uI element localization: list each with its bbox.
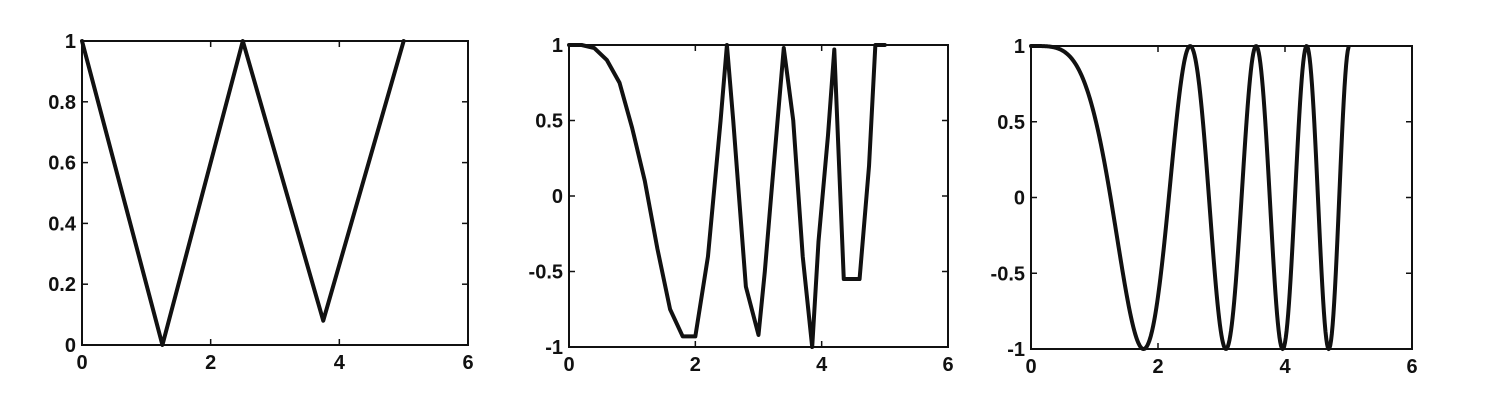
y-tick-label: 0.6 <box>48 152 76 175</box>
x-tick-label: 0 <box>1025 356 1037 378</box>
series-line-triangle-wave <box>82 41 404 345</box>
y-tick-label: 0 <box>551 186 563 208</box>
y-tick-label: 1 <box>64 31 76 53</box>
y-tick-label: 0.2 <box>48 274 76 297</box>
chart-panel-smooth-chirp <box>991 36 1418 378</box>
x-tick-label: 4 <box>1279 356 1291 378</box>
y-tick-label: 0.5 <box>535 110 563 133</box>
x-tick-label: 2 <box>689 354 701 376</box>
y-tick-label: 0.8 <box>48 91 76 114</box>
y-tick-label: 0.4 <box>48 213 76 236</box>
x-tick-label: 2 <box>1152 356 1164 378</box>
y-tick-label: 1 <box>1013 36 1025 58</box>
series-line-cos-x-2- <box>1031 46 1349 349</box>
y-tick-label: -0.5 <box>528 261 563 284</box>
axes-frame <box>82 41 468 345</box>
chart-panel-triangle <box>48 31 473 374</box>
y-tick-label: 0.5 <box>997 111 1025 134</box>
y-tick-label: 1 <box>551 35 563 57</box>
axes-frame <box>569 45 948 347</box>
x-tick-label: 6 <box>942 354 954 376</box>
x-tick-label: 4 <box>816 354 828 376</box>
x-tick-label: 0 <box>563 354 575 376</box>
y-tick-label: -1 <box>545 337 563 359</box>
chart-panel-sampled-chirp <box>529 35 954 376</box>
x-tick-label: 4 <box>333 352 345 374</box>
series-line-sampled-chirp <box>569 45 885 347</box>
y-tick-label: -1 <box>1007 339 1025 361</box>
x-tick-label: 2 <box>205 352 217 374</box>
y-tick-label: -0.5 <box>990 263 1025 286</box>
x-tick-label: 6 <box>1406 356 1418 378</box>
x-tick-label: 6 <box>462 352 474 374</box>
y-tick-label: 0 <box>64 335 76 357</box>
x-tick-label: 0 <box>76 352 88 374</box>
y-tick-label: 0 <box>1013 187 1025 210</box>
